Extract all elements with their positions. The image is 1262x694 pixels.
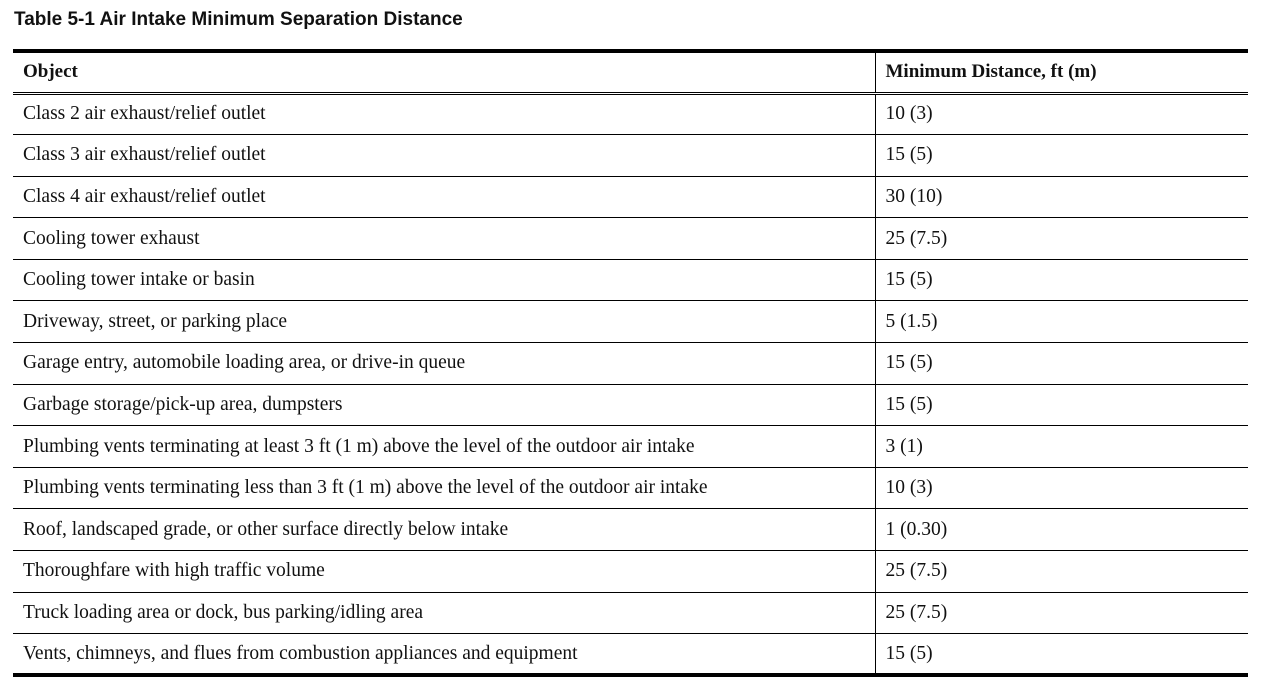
distance-cell: 10 (3)	[875, 93, 1248, 135]
distance-cell: 15 (5)	[875, 343, 1248, 385]
object-cell: Cooling tower intake or basin	[13, 259, 875, 301]
table-caption: Table 5-1 Air Intake Minimum Separation Distance	[14, 9, 463, 30]
table-row	[13, 384, 1248, 426]
distance-cell: 1 (0.30)	[875, 509, 1248, 551]
table-header	[13, 51, 1248, 93]
table-row	[13, 343, 1248, 385]
distance-cell: 15 (5)	[875, 384, 1248, 426]
object-cell: Roof, landscaped grade, or other surface directly below intake	[13, 509, 875, 551]
table-row	[13, 426, 1248, 468]
column-header-minimum-distance: Minimum Distance, ft (m)	[875, 51, 1248, 93]
table-row	[13, 176, 1248, 218]
separation-distance-table	[13, 49, 1248, 677]
table-row	[13, 301, 1248, 343]
table-row	[13, 218, 1248, 260]
distance-cell: 10 (3)	[875, 467, 1248, 509]
distance-cell: 25 (7.5)	[875, 551, 1248, 593]
distance-cell: 3 (1)	[875, 426, 1248, 468]
distance-cell: 25 (7.5)	[875, 218, 1248, 260]
column-header-object: Object	[13, 51, 875, 93]
object-cell: Driveway, street, or parking place	[13, 301, 875, 343]
table-row	[13, 509, 1248, 551]
table-row	[13, 135, 1248, 177]
object-cell: Thoroughfare with high traffic volume	[13, 551, 875, 593]
distance-cell: 15 (5)	[875, 634, 1248, 676]
table-row	[13, 551, 1248, 593]
object-cell: Garbage storage/pick-up area, dumpsters	[13, 384, 875, 426]
object-cell: Cooling tower exhaust	[13, 218, 875, 260]
object-cell: Class 2 air exhaust/relief outlet	[13, 93, 875, 135]
table-row	[13, 634, 1248, 676]
table-row	[13, 467, 1248, 509]
separation-distance-table-container	[13, 49, 1248, 677]
table-row	[13, 259, 1248, 301]
object-cell: Vents, chimneys, and flues from combustion appliances and equipment	[13, 634, 875, 676]
object-cell: Truck loading area or dock, bus parking/idling area	[13, 592, 875, 634]
distance-cell: 5 (1.5)	[875, 301, 1248, 343]
table-row	[13, 592, 1248, 634]
object-cell: Garage entry, automobile loading area, or drive-in queue	[13, 343, 875, 385]
distance-cell: 15 (5)	[875, 259, 1248, 301]
table-row	[13, 93, 1248, 135]
header-row	[13, 51, 1248, 93]
distance-cell: 15 (5)	[875, 135, 1248, 177]
object-cell: Plumbing vents terminating at least 3 ft (1 m) above the level of the outdoor air intake	[13, 426, 875, 468]
distance-cell: 25 (7.5)	[875, 592, 1248, 634]
object-cell: Class 3 air exhaust/relief outlet	[13, 135, 875, 177]
table-body	[13, 93, 1248, 675]
distance-cell: 30 (10)	[875, 176, 1248, 218]
object-cell: Plumbing vents terminating less than 3 ft (1 m) above the level of the outdoor air intake	[13, 467, 875, 509]
object-cell: Class 4 air exhaust/relief outlet	[13, 176, 875, 218]
